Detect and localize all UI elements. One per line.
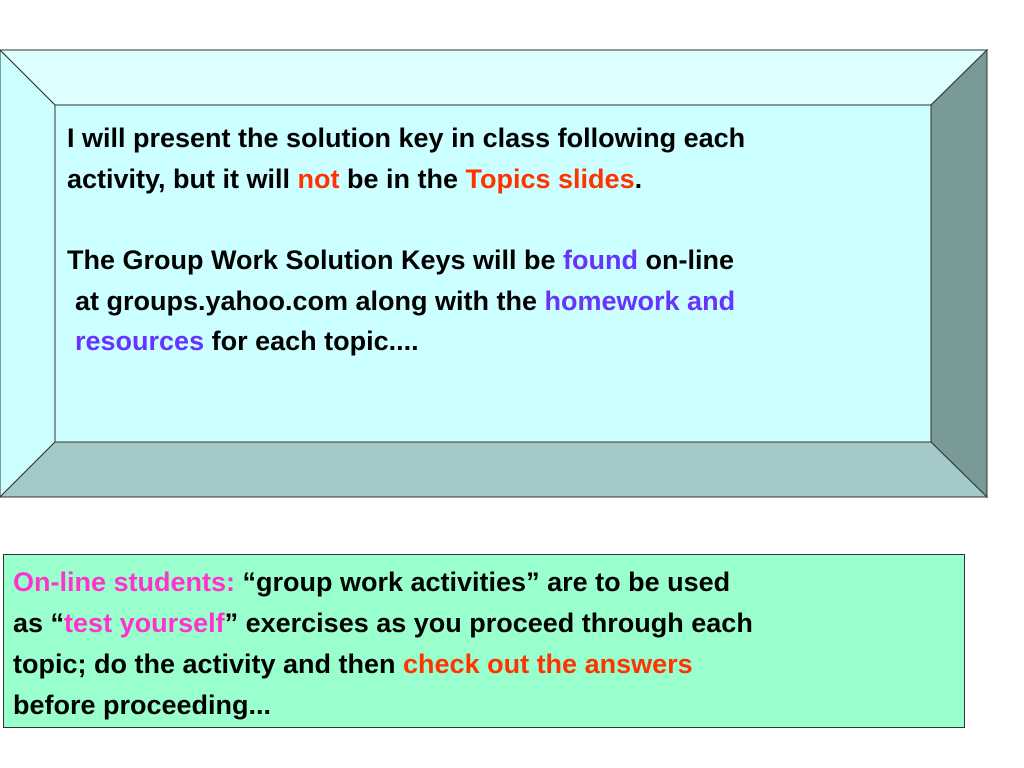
notice-line bbox=[67, 321, 937, 362]
text-run: at groups.yahoo.com along with the bbox=[75, 285, 545, 316]
text-run: ” exercises as you proceed through each bbox=[224, 608, 753, 638]
text-run: activity, but it will bbox=[67, 163, 298, 194]
text-run: “group work activities” are to be used bbox=[235, 567, 731, 597]
highlight-resources: resources bbox=[75, 326, 205, 356]
notice-text bbox=[67, 118, 937, 362]
text-run: on-line bbox=[638, 245, 735, 275]
highlight-not: not bbox=[297, 163, 340, 194]
notice-paragraph-2 bbox=[67, 240, 937, 362]
highlight-test-yourself: test yourself bbox=[64, 608, 225, 638]
text-run: as “ bbox=[13, 608, 65, 638]
notice-line bbox=[67, 281, 937, 322]
notice-line bbox=[67, 118, 937, 159]
text-run: be in the bbox=[339, 163, 466, 194]
bevel-bottom bbox=[0, 442, 987, 497]
notice-paragraph-1 bbox=[67, 118, 937, 199]
text-run: . bbox=[634, 163, 643, 194]
note-line bbox=[13, 685, 958, 726]
bevel-right bbox=[931, 50, 987, 497]
text-run: I will present the solution key in class following each bbox=[67, 123, 746, 153]
note-line bbox=[13, 562, 958, 603]
bevel-left bbox=[0, 50, 55, 497]
online-note-text bbox=[13, 562, 958, 726]
notice-line bbox=[67, 159, 937, 200]
text-run: for each topic.... bbox=[204, 326, 419, 356]
note-line bbox=[13, 603, 958, 644]
highlight-check-answers: check out the answers bbox=[403, 649, 693, 679]
highlight-homework: homework and bbox=[544, 285, 736, 316]
highlight-topics-slides: Topics slides bbox=[465, 163, 635, 194]
text-run: before proceeding... bbox=[13, 690, 272, 720]
bevel-top bbox=[0, 50, 987, 105]
text-run: The Group Work Solution Keys will be bbox=[67, 245, 564, 275]
notice-line bbox=[67, 240, 937, 281]
note-line bbox=[13, 644, 958, 685]
online-students-note bbox=[3, 554, 965, 728]
highlight-found: found bbox=[563, 245, 639, 275]
text-run: topic; do the activity and then bbox=[13, 649, 404, 679]
online-students-label: On-line students: bbox=[13, 567, 235, 597]
